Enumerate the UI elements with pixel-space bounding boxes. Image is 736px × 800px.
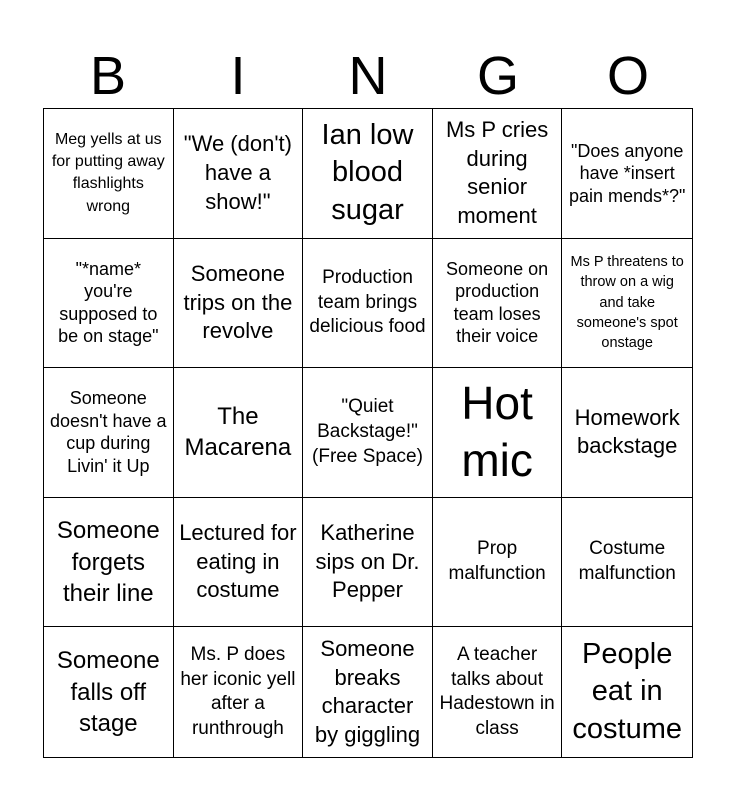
header-letter-n: N [348, 46, 388, 106]
header-letter-o: O [606, 46, 649, 106]
cell-text: Hot mic [461, 376, 533, 487]
cell-text: Lectured for eating in costume [179, 520, 297, 603]
cell-text: "Quiet Backstage!" (Free Space) [312, 396, 423, 467]
cell-text: Prop malfunction [448, 538, 546, 585]
bingo-cell-b3[interactable] [44, 368, 174, 498]
bingo-cell-b1[interactable] [44, 109, 174, 239]
cell-text: A teacher talks about Hadestown in class [439, 643, 555, 739]
bingo-cell-i3[interactable] [174, 368, 304, 498]
bingo-cell-o1[interactable] [562, 109, 692, 239]
cell-text: Someone falls off stage [56, 647, 160, 737]
header-letter-b: B [89, 46, 127, 106]
cell-text: Meg yells at us for putting away flashlights wrong [51, 130, 165, 215]
bingo-header [43, 44, 693, 108]
cell-text: Ian low blood sugar [321, 118, 414, 227]
bingo-cell-free-space[interactable] [303, 368, 433, 498]
cell-text: "*name* you're supposed to be on stage" [58, 258, 159, 347]
cell-text: Homework backstage [574, 404, 680, 459]
bingo-cell-i4[interactable] [174, 498, 304, 628]
cell-text: Costume malfunction [578, 538, 676, 585]
cell-text: Ms P cries during senior moment [445, 117, 549, 228]
cell-text: Production team brings delicious food [309, 266, 426, 338]
bingo-cell-g3[interactable] [433, 368, 563, 498]
bingo-cell-i2[interactable] [174, 239, 304, 369]
cell-text: Ms P threatens to throw on a wig and take someone's spot onstage [570, 254, 684, 352]
cell-text: Someone trips on the revolve [183, 261, 293, 344]
bingo-board [43, 108, 693, 758]
cell-text: "Does anyone have *insert pain mends*?" [568, 140, 686, 206]
bingo-cell-g2[interactable] [433, 239, 563, 369]
bingo-cell-i1[interactable] [174, 109, 304, 239]
bingo-cell-o5[interactable] [562, 627, 692, 757]
cell-text: Ms. P does her iconic yell after a runthrough [180, 643, 296, 739]
header-letter-i: I [230, 46, 246, 106]
bingo-cell-g1[interactable] [433, 109, 563, 239]
cell-text: The Macarena [184, 403, 292, 462]
bingo-cell-b2[interactable] [44, 239, 174, 369]
bingo-cell-g4[interactable] [433, 498, 563, 628]
bingo-cell-g5[interactable] [433, 627, 563, 757]
bingo-cell-o4[interactable] [562, 498, 692, 628]
cell-text: "We (don't) have a show!" [183, 131, 292, 214]
cell-text: Katherine sips on Dr. Pepper [315, 520, 420, 603]
bingo-cell-n1[interactable] [303, 109, 433, 239]
bingo-cell-b4[interactable] [44, 498, 174, 628]
cell-text: Someone on production team loses their voice [446, 258, 549, 347]
bingo-cell-n4[interactable] [303, 498, 433, 628]
cell-text: Someone breaks character by giggling [314, 636, 421, 747]
bingo-cell-i5[interactable] [174, 627, 304, 757]
bingo-cell-n5[interactable] [303, 627, 433, 757]
bingo-cell-b5[interactable] [44, 627, 174, 757]
bingo-cell-o2[interactable] [562, 239, 692, 369]
cell-text: Someone forgets their line [56, 517, 160, 607]
bingo-cell-n2[interactable] [303, 239, 433, 369]
bingo-cell-o3[interactable] [562, 368, 692, 498]
cell-text: Someone doesn't have a cup during Livin' it Up [50, 388, 167, 476]
header-letter-g: G [476, 46, 519, 106]
cell-text: People eat in costume [572, 637, 682, 746]
